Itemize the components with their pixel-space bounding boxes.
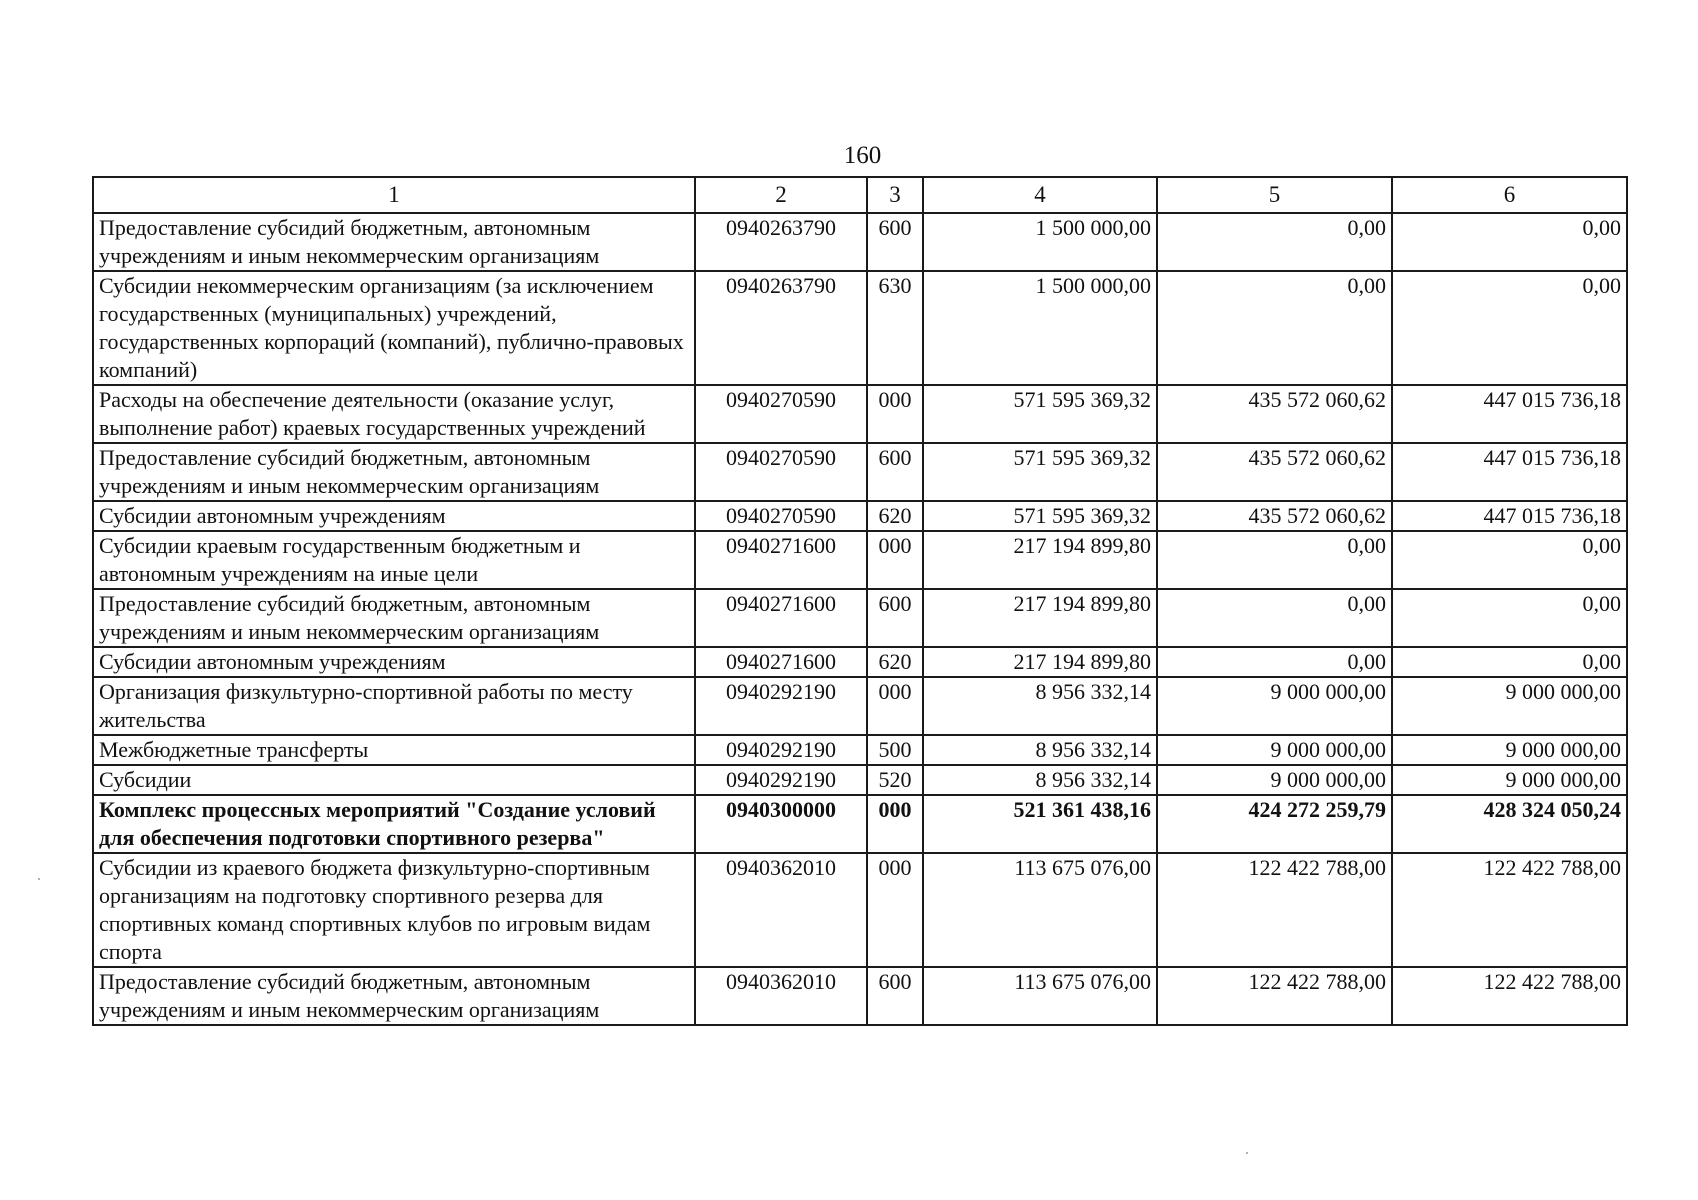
row-description-cell: Предоставление субсидий бюджетным, автономным учреждениям и иным некоммерческим организациям <box>93 589 695 647</box>
scan-speck <box>1246 1152 1248 1154</box>
header-cell: 4 <box>923 177 1157 213</box>
row-amount-col4-cell: 217 194 899,80 <box>923 589 1157 647</box>
row-code-cell: 0940271600 <box>695 647 867 677</box>
row-amount-col4-cell: 217 194 899,80 <box>923 647 1157 677</box>
scan-speck <box>38 878 40 880</box>
row-amount-col4-cell: 1 500 000,00 <box>923 213 1157 271</box>
row-amount-col5-cell: 122 422 788,00 <box>1157 967 1392 1025</box>
row-amount-col5-cell: 0,00 <box>1157 213 1392 271</box>
header-cell: 3 <box>867 177 923 213</box>
row-amount-col6-cell: 0,00 <box>1392 271 1627 385</box>
row-code-cell: 0940271600 <box>695 589 867 647</box>
row-code-cell: 0940263790 <box>695 213 867 271</box>
row-amount-col6-cell: 0,00 <box>1392 647 1627 677</box>
row-description-cell: Предоставление субсидий бюджетным, автономным учреждениям и иным некоммерческим организациям <box>93 967 695 1025</box>
table-row <box>93 677 1627 735</box>
row-code-cell: 0940300000 <box>695 795 867 853</box>
row-description-cell: Расходы на обеспечение деятельности (оказание услуг, выполнение работ) краевых государственных учреждений <box>93 385 695 443</box>
table-row <box>93 765 1627 795</box>
row-code-cell: 0940292190 <box>695 735 867 765</box>
table-row <box>93 385 1627 443</box>
row-expense-type-cell: 000 <box>867 385 923 443</box>
row-description-cell: Субсидии автономным учреждениям <box>93 647 695 677</box>
row-amount-col6-cell: 122 422 788,00 <box>1392 853 1627 967</box>
row-amount-col5-cell: 122 422 788,00 <box>1157 853 1392 967</box>
row-code-cell: 0940362010 <box>695 853 867 967</box>
row-description-cell: Субсидии краевым государственным бюджетным и автономным учреждениям на иные цели <box>93 531 695 589</box>
header-cell: 1 <box>93 177 695 213</box>
row-amount-col5-cell: 435 572 060,62 <box>1157 443 1392 501</box>
row-expense-type-cell: 600 <box>867 589 923 647</box>
header-cell: 6 <box>1392 177 1627 213</box>
row-code-cell: 0940270590 <box>695 443 867 501</box>
table-row <box>93 271 1627 385</box>
table-row <box>93 853 1627 967</box>
row-code-cell: 0940270590 <box>695 385 867 443</box>
table-header-row <box>93 177 1627 213</box>
row-expense-type-cell: 630 <box>867 271 923 385</box>
table-row <box>93 501 1627 531</box>
table-row <box>93 735 1627 765</box>
row-amount-col4-cell: 113 675 076,00 <box>923 967 1157 1025</box>
table-row <box>93 531 1627 589</box>
row-amount-col5-cell: 0,00 <box>1157 647 1392 677</box>
row-expense-type-cell: 600 <box>867 443 923 501</box>
table-row <box>93 795 1627 853</box>
row-amount-col4-cell: 571 595 369,32 <box>923 501 1157 531</box>
row-expense-type-cell: 000 <box>867 531 923 589</box>
row-amount-col4-cell: 8 956 332,14 <box>923 677 1157 735</box>
budget-table <box>92 176 1628 1026</box>
row-amount-col4-cell: 521 361 438,16 <box>923 795 1157 853</box>
row-code-cell: 0940271600 <box>695 531 867 589</box>
row-expense-type-cell: 620 <box>867 647 923 677</box>
row-description-cell: Субсидии некоммерческим организациям (за исключением государственных (муниципальных) учреждений, государственных корпораций (компаний), публично-правовых компаний) <box>93 271 695 385</box>
row-amount-col4-cell: 8 956 332,14 <box>923 735 1157 765</box>
row-amount-col5-cell: 0,00 <box>1157 589 1392 647</box>
row-description-cell: Субсидии из краевого бюджета физкультурно-спортивным организациям на подготовку спортивного резерва для спортивных команд спортивных клубов по игровым видам спорта <box>93 853 695 967</box>
row-description-cell: Субсидии <box>93 765 695 795</box>
row-expense-type-cell: 000 <box>867 677 923 735</box>
row-description-cell: Организация физкультурно-спортивной работы по месту жительства <box>93 677 695 735</box>
row-expense-type-cell: 000 <box>867 853 923 967</box>
row-expense-type-cell: 000 <box>867 795 923 853</box>
row-code-cell: 0940292190 <box>695 677 867 735</box>
row-amount-col5-cell: 0,00 <box>1157 271 1392 385</box>
row-code-cell: 0940270590 <box>695 501 867 531</box>
row-amount-col5-cell: 435 572 060,62 <box>1157 501 1392 531</box>
row-amount-col6-cell: 447 015 736,18 <box>1392 385 1627 443</box>
table-row <box>93 647 1627 677</box>
row-amount-col5-cell: 9 000 000,00 <box>1157 765 1392 795</box>
row-expense-type-cell: 600 <box>867 213 923 271</box>
row-amount-col6-cell: 122 422 788,00 <box>1392 967 1627 1025</box>
header-cell: 2 <box>695 177 867 213</box>
row-amount-col5-cell: 9 000 000,00 <box>1157 677 1392 735</box>
row-amount-col6-cell: 447 015 736,18 <box>1392 501 1627 531</box>
row-amount-col4-cell: 217 194 899,80 <box>923 531 1157 589</box>
page-number: 160 <box>843 142 882 169</box>
row-amount-col5-cell: 9 000 000,00 <box>1157 735 1392 765</box>
table-row <box>93 967 1627 1025</box>
row-amount-col4-cell: 1 500 000,00 <box>923 271 1157 385</box>
row-amount-col6-cell: 0,00 <box>1392 531 1627 589</box>
row-description-cell: Субсидии автономным учреждениям <box>93 501 695 531</box>
row-amount-col6-cell: 9 000 000,00 <box>1392 735 1627 765</box>
row-amount-col4-cell: 113 675 076,00 <box>923 853 1157 967</box>
row-amount-col5-cell: 0,00 <box>1157 531 1392 589</box>
row-description-cell: Комплекс процессных мероприятий "Создание условий для обеспечения подготовки спортивного резерва" <box>93 795 695 853</box>
row-code-cell: 0940292190 <box>695 765 867 795</box>
table-row <box>93 443 1627 501</box>
row-amount-col6-cell: 447 015 736,18 <box>1392 443 1627 501</box>
header-cell: 5 <box>1157 177 1392 213</box>
row-description-cell: Межбюджетные трансферты <box>93 735 695 765</box>
table-row <box>93 589 1627 647</box>
row-amount-col6-cell: 428 324 050,24 <box>1392 795 1627 853</box>
table-body <box>93 213 1627 1025</box>
row-amount-col5-cell: 424 272 259,79 <box>1157 795 1392 853</box>
row-description-cell: Предоставление субсидий бюджетным, автономным учреждениям и иным некоммерческим организациям <box>93 213 695 271</box>
row-expense-type-cell: 620 <box>867 501 923 531</box>
row-amount-col4-cell: 8 956 332,14 <box>923 765 1157 795</box>
row-expense-type-cell: 520 <box>867 765 923 795</box>
row-amount-col6-cell: 9 000 000,00 <box>1392 677 1627 735</box>
row-code-cell: 0940362010 <box>695 967 867 1025</box>
row-amount-col4-cell: 571 595 369,32 <box>923 443 1157 501</box>
row-code-cell: 0940263790 <box>695 271 867 385</box>
row-amount-col6-cell: 9 000 000,00 <box>1392 765 1627 795</box>
row-amount-col5-cell: 435 572 060,62 <box>1157 385 1392 443</box>
row-amount-col4-cell: 571 595 369,32 <box>923 385 1157 443</box>
row-amount-col6-cell: 0,00 <box>1392 213 1627 271</box>
row-description-cell: Предоставление субсидий бюджетным, автономным учреждениям и иным некоммерческим организациям <box>93 443 695 501</box>
row-expense-type-cell: 500 <box>867 735 923 765</box>
table-row <box>93 213 1627 271</box>
row-amount-col6-cell: 0,00 <box>1392 589 1627 647</box>
row-expense-type-cell: 600 <box>867 967 923 1025</box>
